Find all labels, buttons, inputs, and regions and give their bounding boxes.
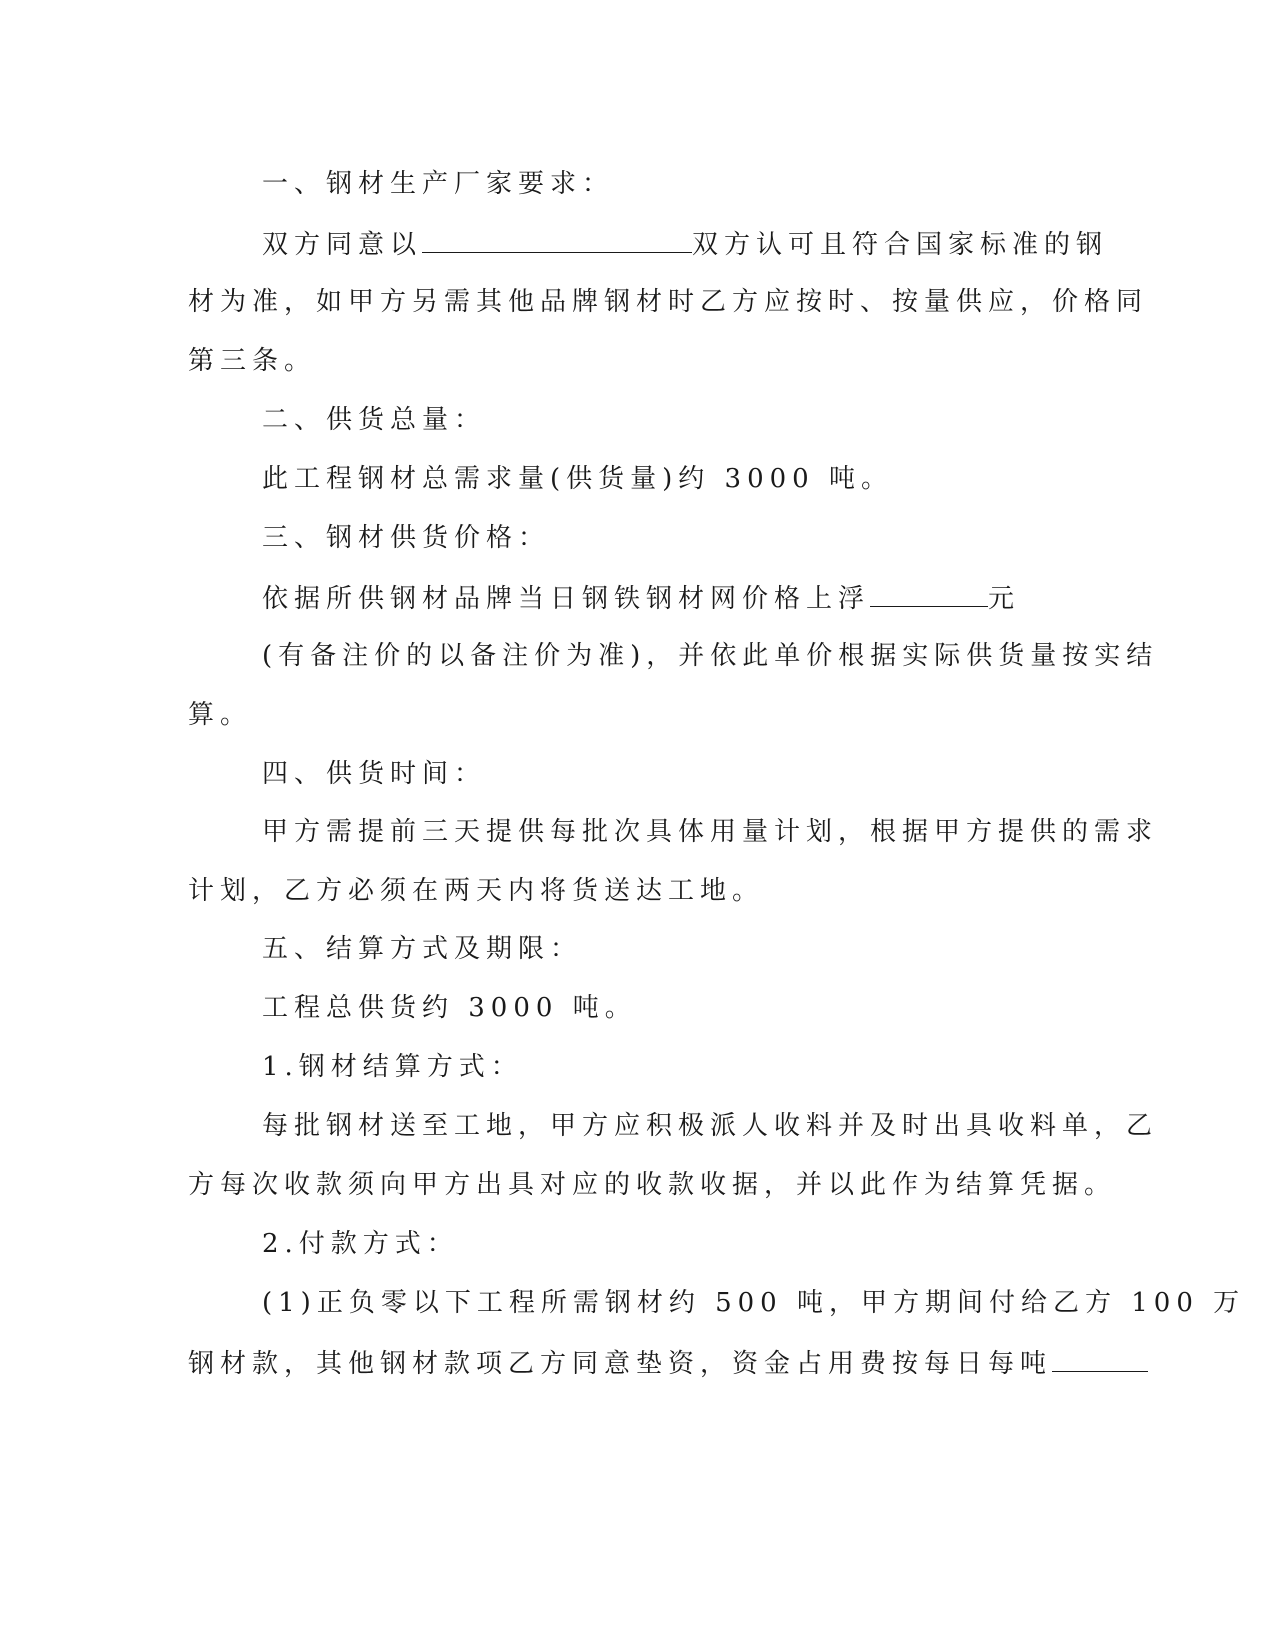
fill-in-blank (1052, 1345, 1148, 1372)
paragraph-text: 依据所供钢材品牌当日钢铁钢材网价格上浮 (262, 584, 871, 614)
fill-in-blank (422, 226, 692, 253)
section-heading-4: 四、供货时间： (262, 759, 487, 789)
paragraph-text: 钢材款，其他钢材款项乙方同意垫资，资金占用费按每日每吨 (188, 1349, 1053, 1379)
paragraph-line: 每批钢材送至工地，甲方应积极派人收料并及时出具收料单，乙 (262, 1111, 1159, 1141)
paragraph-line: (1)正负零以下工程所需钢材约 500 吨，甲方期间付给乙方 100 万 (262, 1288, 1246, 1318)
paragraph-text: 元 (988, 584, 1021, 614)
section-heading-3: 三、钢材供货价格： (262, 523, 551, 553)
paragraph-text: 双方认可且符合国家标准的钢 (692, 230, 1109, 260)
subsection-heading: 1.钢材结算方式： (262, 1052, 523, 1082)
paragraph-line: (有备注价的以备注价为准)，并依此单价根据实际供货量按实结 (262, 641, 1159, 671)
paragraph-line (262, 226, 1108, 262)
paragraph-text: 双方同意以 (262, 230, 423, 260)
fill-in-blank (870, 580, 988, 607)
paragraph-line: 甲方需提前三天提供每批次具体用量计划，根据甲方提供的需求 (262, 817, 1159, 847)
paragraph-line: 工程总供货约 3000 吨。 (262, 993, 637, 1023)
subsection-heading: 2.付款方式： (262, 1229, 459, 1259)
paragraph-line (188, 1345, 1148, 1381)
section-heading-1: 一、钢材生产厂家要求： (262, 169, 615, 199)
section-heading-2: 二、供货总量： (262, 405, 487, 435)
paragraph-line: 材为准，如甲方另需其他品牌钢材时乙方应按时、按量供应，价格同 (188, 287, 1149, 317)
paragraph-line (262, 580, 1020, 616)
paragraph-line: 此工程钢材总需求量(供货量)约 3000 吨。 (262, 464, 893, 494)
paragraph-line: 计划，乙方必须在两天内将货送达工地。 (188, 876, 765, 906)
paragraph-line: 方每次收款须向甲方出具对应的收款收据，并以此作为结算凭据。 (188, 1170, 1117, 1200)
paragraph-line: 算。 (188, 700, 253, 730)
section-heading-5: 五、结算方式及期限： (262, 934, 583, 964)
paragraph-line: 第三条。 (188, 346, 317, 376)
